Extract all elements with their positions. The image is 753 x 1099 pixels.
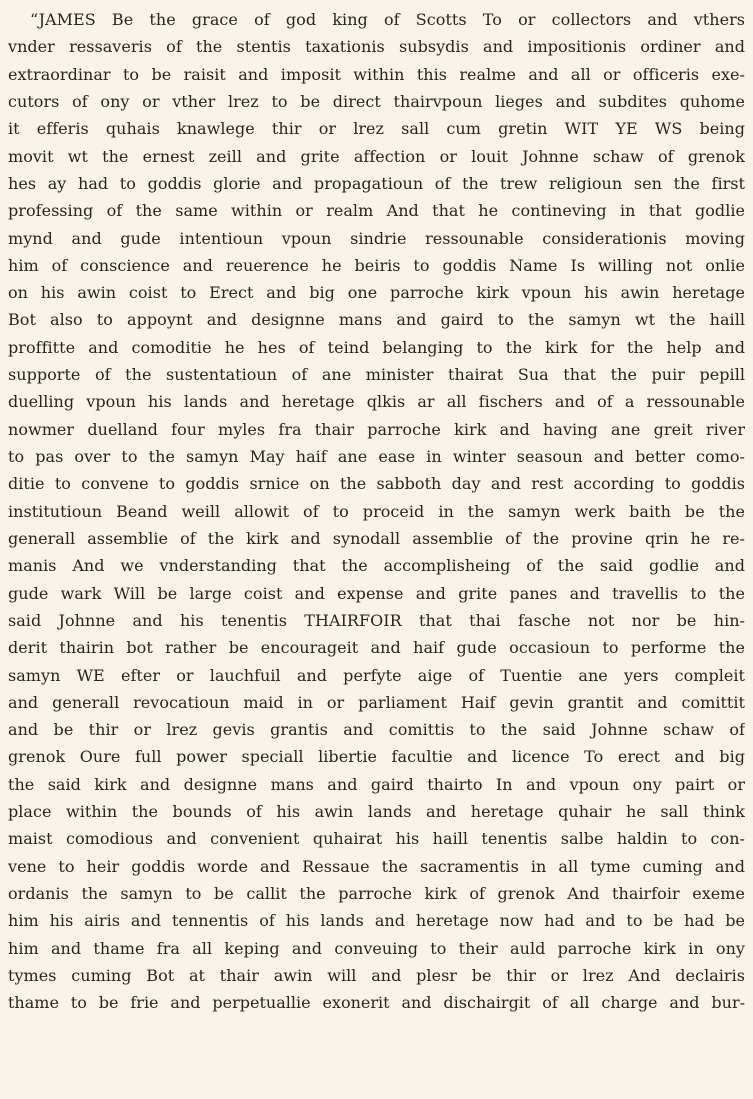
text-line: generall assemblie of the kirk and synodall assemblie of the provine qrin he re- [8, 528, 745, 548]
text-line: vene to heir goddis worde and Ressaue the sacramentis in all tyme cuming and [8, 856, 745, 876]
text-line: manis And we vnderstanding that the accomplisheing of the said godlie and [8, 556, 745, 576]
text-line: samyn WE efter or lauchfuil and perfyte aige of Tuentie ane yers compleit [8, 665, 745, 685]
text-line: place within the bounds of his awin lands and heretage quhair he sall think [8, 802, 745, 822]
text-line: thame to be frie and perpetuallie exonerit and dischairgit of all charge and bur- [8, 993, 745, 1013]
text-line: institutioun Beand weill allowit of to proceid in the samyn werk baith be the [8, 501, 745, 521]
text-line: ditie to convene to goddis srnice on the sabboth day and rest according to goddis [8, 474, 745, 494]
text-line: mynd and gude intentioun vpoun sindrie ressounable considerationis moving [8, 228, 745, 248]
text-line: duelling vpoun his lands and heretage qlkis ar all fischers and of a ressounable [8, 392, 745, 412]
text-line: tymes cuming Bot at thair awin will and plesr be thir or lrez And declairis [8, 965, 745, 985]
text-line: Bot also to appoynt and designne mans and gaird to the samyn wt the haill [8, 310, 745, 330]
text-line: derit thairin bot rather be encourageit and haif gude occasioun to performe the [8, 638, 745, 658]
text-line: gude wark Will be large coist and expense and grite panes and travellis to the [8, 583, 745, 603]
text-line: nowmer duelland four myles fra thair parroche kirk and having ane greit river [8, 419, 745, 439]
text-line: hes ay had to goddis glorie and propagatioun of the trew religioun sen the first [8, 173, 745, 193]
text-line: proffitte and comoditie he hes of teind belanging to the kirk for the help and [8, 337, 745, 357]
text-line: said Johnne and his tenentis THAIRFOIR that thai fasche not nor be hin- [8, 610, 745, 630]
text-line: supporte of the sustentatioun of ane minister thairat Sua that the puir pepill [8, 365, 745, 385]
text-line: maist comodious and convenient quhairat his haill tenentis salbe haldin to con- [8, 829, 745, 849]
charter-text [8, 6, 745, 1017]
text-line: it efferis quhais knawlege thir or lrez sall cum gretin WIT YE WS being [8, 119, 745, 139]
text-line: him and thame fra all keping and conveuing to their auld parroche kirk in ony [8, 938, 745, 958]
text-line: and be thir or lrez gevis grantis and comittis to the said Johnne schaw of [8, 720, 745, 740]
text-line: vnder ressaveris of the stentis taxationis subsydis and impositionis ordiner and [8, 37, 745, 57]
text-line: extraordinar to be raisit and imposit within this realme and all or officeris exe- [8, 64, 745, 84]
text-line: ordanis the samyn to be callit the parroche kirk of grenok And thairfoir exeme [8, 884, 745, 903]
text-line: the said kirk and designne mans and gaird thairto In and vpoun ony pairt or [8, 774, 745, 794]
text-line: grenok Oure full power speciall libertie facultie and licence To erect and big [8, 747, 745, 767]
text-line: movit wt the ernest zeill and grite affection or louit Johnne schaw of grenok [8, 146, 745, 166]
text-line: on his awin coist to Erect and big one parroche kirk vpoun his awin heretage [8, 283, 745, 303]
text-line: him of conscience and reuerence he beiris to goddis Name Is willing not onlie [8, 255, 745, 275]
text-line: cutors of ony or vther lrez to be direct thairvpoun lieges and subdites quhome [8, 91, 745, 111]
text-line: to pas over to the samyn May haif ane ease in winter seasoun and better como- [8, 447, 745, 466]
text-line: “JAMES Be the grace of god king of Scotts To or collectors and vthers [30, 10, 745, 29]
text-line: and generall revocatioun maid in or parliament Haif gevin grantit and comittit [8, 692, 745, 712]
text-line: professing of the same within or realm And that he contineving in that godlie [8, 201, 745, 221]
text-line: him his airis and tennentis of his lands and heretage now had and to be had be [8, 911, 745, 931]
